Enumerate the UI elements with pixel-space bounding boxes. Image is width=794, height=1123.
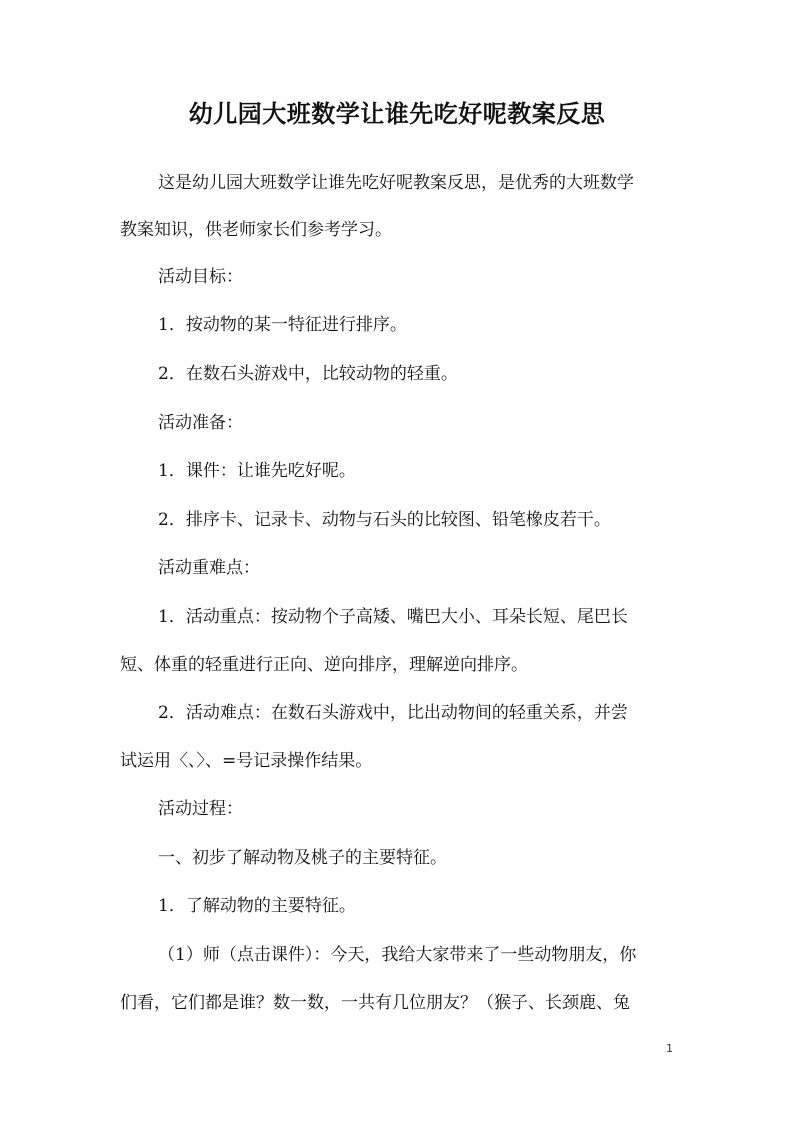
- goal-item-2: 2．在数石头游戏中，比较动物的轻重。: [158, 364, 458, 384]
- section-heading-goals: 活动目标：: [158, 267, 243, 287]
- section-heading-preparation: 活动准备：: [158, 413, 243, 433]
- process-step-1: 一、初步了解动物及桃子的主要特征。: [158, 848, 447, 868]
- page-number: 1: [666, 1042, 673, 1055]
- process-detail-line-2: 们看，它们都是谁？数一数，一共有几位朋友？（猴子、长颈鹿、兔: [120, 993, 630, 1013]
- preparation-item-1: 1．课件：让谁先吃好呢。: [158, 461, 356, 481]
- key-point-2-line-1: 2．活动难点：在数石头游戏中，比出动物间的轻重关系，并尝: [158, 703, 628, 723]
- section-heading-process: 活动过程：: [158, 799, 243, 819]
- goal-item-1: 1．按动物的某一特征进行排序。: [158, 315, 407, 335]
- process-substep-1: 1．了解动物的主要特征。: [158, 896, 356, 916]
- key-point-2-line-2: 试运用〈、〉、=号记录操作结果。: [120, 751, 373, 771]
- key-point-1-line-2: 短、体重的轻重进行正向、逆向排序，理解逆向排序。: [120, 655, 528, 675]
- key-point-1-line-1: 1．活动重点：按动物个子高矮、嘴巴大小、耳朵长短、尾巴长: [158, 607, 628, 627]
- intro-line-1: 这是幼儿园大班数学让谁先吃好呢教案反思，是优秀的大班数学: [158, 173, 634, 193]
- preparation-item-2: 2．排序卡、记录卡、动物与石头的比较图、铅笔橡皮若干。: [158, 510, 611, 530]
- process-detail-line-1: （1）师（点击课件）：今天，我给大家带来了一些动物朋友，你: [158, 945, 637, 965]
- intro-line-2: 教案知识，供老师家长们参考学习。: [120, 220, 392, 240]
- document-title: 幼儿园大班数学让谁先吃好呢教案反思: [188, 100, 606, 128]
- section-heading-key-points: 活动重难点：: [158, 558, 260, 578]
